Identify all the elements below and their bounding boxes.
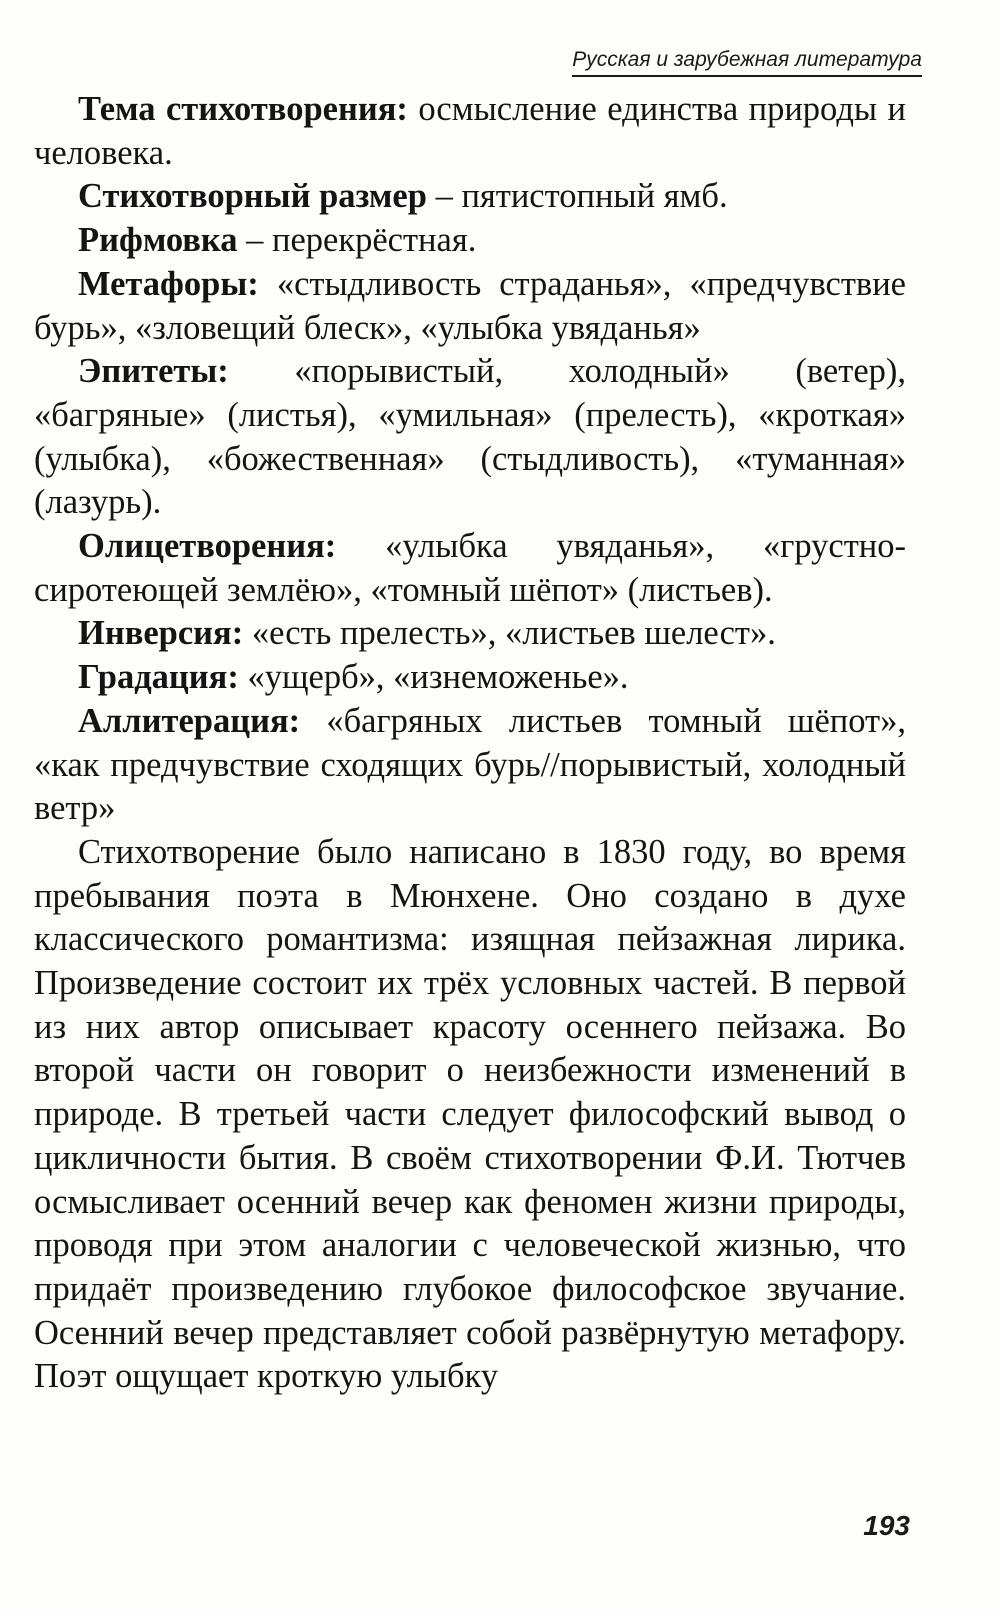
term-text: «стыдливость страданья», «предчувствие бурь», «зловещий блеск», «улыбка увяданья» <box>34 264 906 347</box>
definition-inversion <box>34 612 906 656</box>
term-text: «багряных листьев томный шёпот», «как предчувствие сходящих бурь//порывистый, холодный ветр» <box>34 701 906 828</box>
body-paragraph: Стихотворение было написано в 1830 году, во время пребывания поэта в Мюнхене. Оно создано в духе классического романтизма: изящная пейзажная лирика. Произведение состоит их трёх условных частей. В первой из них автор описывает красоту осеннего пейзажа. Во второй части он говорит о неизбежности изменений в природе. В третьей части следует философский вывод о цикличности бытия. В своём стихотворении Ф.И. Тютчев осмысливает осенний вечер как феномен жизни природы, проводя при этом аналогии с человеческой жизнью, что придаёт произведению глубокое философское звучание. Осенний вечер представляет собой развёрнутую метафору. Поэт ощущает кроткую улыбку <box>34 832 906 1396</box>
term-label: Инверсия: <box>78 614 244 653</box>
definition-epithets <box>34 350 906 525</box>
definition-alliteration <box>34 700 906 831</box>
term-label: Стихотворный размер <box>78 177 427 216</box>
term-label: Метафоры: <box>78 264 259 303</box>
term-label: Олицетворения: <box>78 527 337 566</box>
running-header: Русская и зарубежная литература <box>572 48 922 77</box>
definition-metaphors <box>34 263 906 350</box>
definition-rhyme <box>34 219 906 263</box>
term-label: Рифмовка <box>78 221 238 260</box>
term-label: Тема стихотворения: <box>78 90 408 128</box>
term-label: Градация: <box>78 658 239 697</box>
term-text: «ущерб», «изнеможенье». <box>238 658 629 697</box>
term-label: Аллитерация: <box>78 701 301 740</box>
definition-personification <box>34 525 906 612</box>
page-number: 193 <box>863 1510 910 1541</box>
term-text: – перекрёстная. <box>237 221 477 260</box>
page-content <box>34 88 906 1399</box>
term-text: «есть прелесть», «листьев шелест». <box>243 614 776 653</box>
term-text: «порывистый, холодный» (ветер), «багряные» (листья), «умильная» (прелесть), «кроткая» (улыбка), «божественная» (стыдливость), «туманная» (лазурь). <box>34 352 906 522</box>
term-text: – пятистопный ямб. <box>426 177 728 216</box>
definition-theme <box>34 88 906 175</box>
term-label: Эпитеты: <box>78 352 229 391</box>
definition-meter <box>34 175 906 219</box>
term-text: «улыбка увяданья», «грустно-сиротеющей землёю», «томный шёпот» (листьев). <box>34 527 906 609</box>
term-text: осмысление единства природы и человека. <box>34 90 906 172</box>
definition-gradation <box>34 656 906 700</box>
